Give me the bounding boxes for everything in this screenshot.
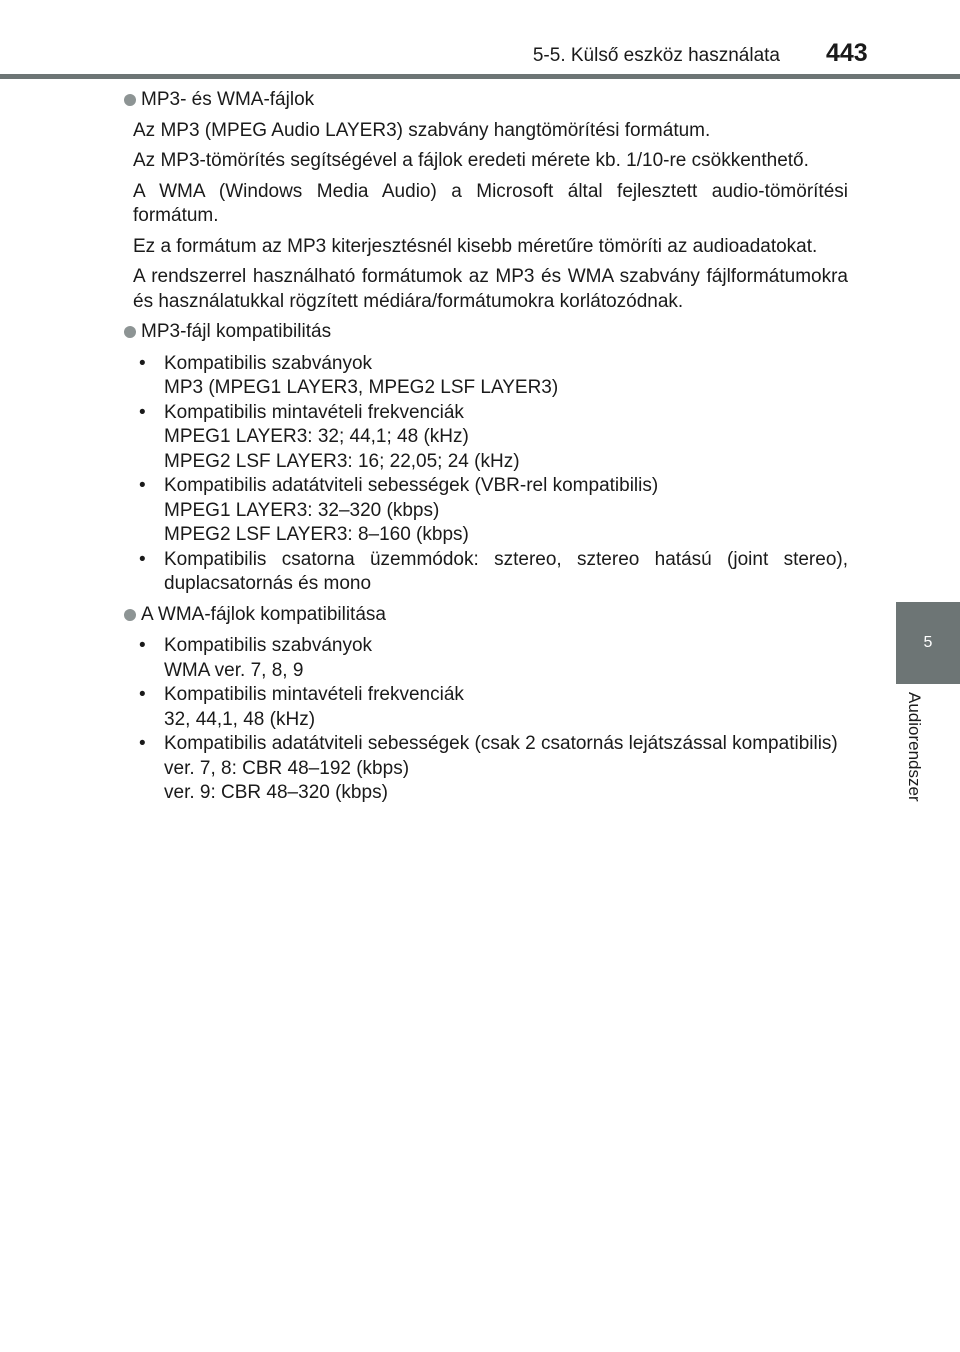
list-bullet: •	[139, 352, 146, 374]
list-item-detail: MPEG1 LAYER3: 32; 44,1; 48 (kHz)	[164, 426, 469, 447]
list-bullet: •	[139, 548, 146, 570]
list-item-label: Kompatibilis mintavételi frekvenciák	[164, 401, 464, 423]
section-heading	[108, 88, 848, 113]
list-item-label: Kompatibilis szabványok	[164, 635, 373, 656]
list-item-detail: ver. 9: CBR 48–320 (kbps)	[164, 782, 388, 803]
list-item	[108, 683, 848, 732]
list-item-detail: WMA ver. 7, 8, 9	[164, 659, 304, 681]
list-item-label: Kompatibilis szabványok	[164, 352, 373, 374]
list-item-label: Kompatibilis mintavételi frekvenciák	[164, 684, 464, 705]
page-number: 443	[826, 39, 868, 67]
list-item	[108, 474, 848, 548]
list-item	[108, 352, 848, 401]
section-heading	[108, 320, 848, 345]
section-title: 5-5. Külső eszköz használata	[532, 45, 780, 66]
paragraph: Ez a formátum az MP3 kiterjesztésnél kisebb méretűre tömöríti az audioadatokat.	[133, 235, 818, 257]
list-item-label: Kompatibilis adatátviteli sebességek (VBR-rel kompatibilis)	[164, 475, 659, 496]
section-mp3-wma-files	[108, 88, 848, 314]
list-item-detail: MPEG2 LSF LAYER3: 8–160 (kbps)	[164, 524, 469, 545]
chapter-label: Audiorendszer	[905, 692, 924, 802]
chapter-tab[interactable]	[896, 602, 960, 684]
section-mp3-compatibility	[108, 320, 848, 597]
bullet-dot-icon	[124, 609, 136, 621]
list-item	[108, 548, 848, 597]
list-item-detail: MPEG1 LAYER3: 32–320 (kbps)	[164, 499, 440, 521]
list-item	[108, 634, 848, 683]
list-item-detail: MP3 (MPEG1 LAYER3, MPEG2 LSF LAYER3)	[164, 377, 559, 398]
spec-list	[108, 634, 848, 806]
list-bullet: •	[139, 401, 146, 423]
list-item-detail: ver. 7, 8: CBR 48–192 (kbps)	[164, 757, 410, 779]
list-bullet: •	[139, 475, 146, 496]
section-heading-text: A WMA-fájlok kompatibilitása	[141, 603, 386, 625]
paragraph: Az MP3-tömörítés segítségével a fájlok eredeti mérete kb. 1/10-re csökkenthető.	[133, 150, 809, 171]
list-item-detail: MPEG2 LSF LAYER3: 16; 22,05; 24 (kHz)	[164, 450, 520, 472]
chapter-number: 5	[923, 634, 933, 651]
section-heading	[108, 603, 848, 628]
list-item-detail: 32, 44,1, 48 (kHz)	[164, 708, 316, 730]
page-content	[108, 88, 848, 812]
list-item	[108, 732, 848, 806]
list-item	[108, 401, 848, 475]
list-bullet: •	[139, 684, 146, 705]
paragraph: Az MP3 (MPEG Audio LAYER3) szabvány hangtömörítési formátum.	[133, 119, 711, 141]
bullet-dot-icon	[124, 94, 136, 106]
section-heading-text: MP3-fájl kompatibilitás	[141, 321, 332, 342]
bullet-dot-icon	[124, 326, 136, 338]
list-bullet: •	[139, 733, 146, 754]
paragraph: A WMA (Windows Media Audio) a Microsoft által fejlesztett audio-tömörítési formátum.	[133, 180, 848, 226]
paragraph: A rendszerrel használható formátumok az MP3 és WMA szabvány fájlformátumokra és használatukkal rögzített médiára/formátumokra korlátozódnak.	[133, 266, 848, 312]
list-bullet: •	[139, 635, 146, 656]
spec-list	[108, 352, 848, 597]
header-divider	[0, 74, 960, 79]
list-item-label: Kompatibilis adatátviteli sebességek (csak 2 csatornás lejátszással kompatibilis)	[164, 733, 838, 754]
section-wma-compatibility	[108, 603, 848, 806]
section-heading-text: MP3- és WMA-fájlok	[141, 89, 315, 110]
list-item-label: Kompatibilis csatorna üzemmódok: sztereo, sztereo hatású (joint stereo), duplacsatornás és mono	[164, 548, 848, 594]
